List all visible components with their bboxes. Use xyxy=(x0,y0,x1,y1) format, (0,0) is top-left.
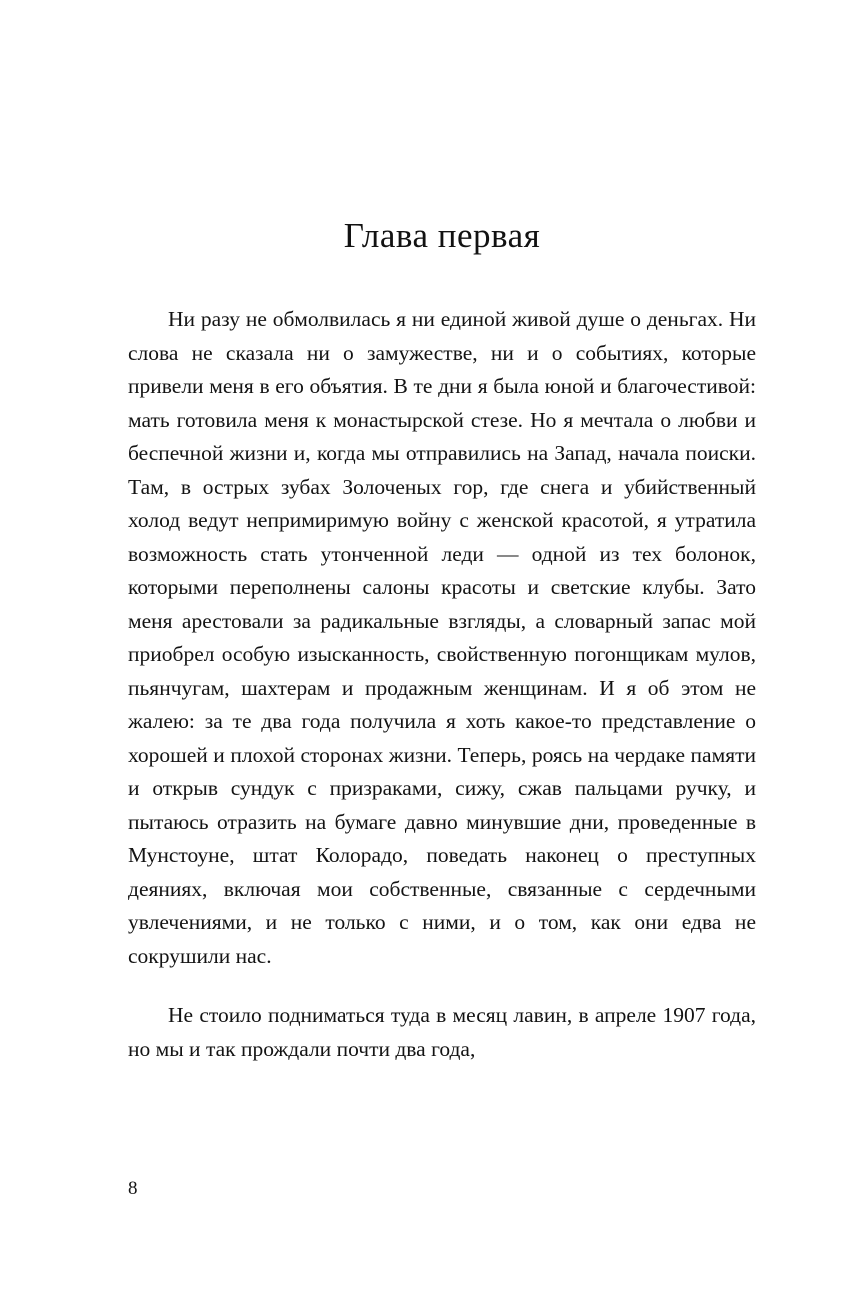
body-paragraph: Не стоило подниматься туда в месяц лавин, в апреле 1907 года, но мы и так прождали почти два года, xyxy=(128,1003,756,1061)
page-number: 8 xyxy=(128,1178,138,1199)
page-content xyxy=(128,215,756,1066)
chapter-title: Глава первая xyxy=(343,216,541,255)
body-paragraph: Ни разу не обмолвилась я ни единой живой душе о деньгах. Ни слова не сказала ни о замужестве, ни и о событиях, которые привели меня в его объятия. В те дни я была юной и благочестивой: мать готовила меня к монастырской стезе. Но я мечтала о любви и беспечной жизни и, когда мы отправились на Запад, начала поиски. Там, в острых зубах Золоченых гор, где снега и убийственный холод ведут непримиримую войну с женской красотой, я утратила возможность стать утонченной леди — одной из тех болонок, которыми переполнены салоны красоты и светские клубы. Зато меня арестовали за радикальные взгляды, а словарный запас мой приобрел особую изысканность, свойственную погонщикам мулов, пьянчугам, шахтерам и продажным женщинам. И я об этом не жалею: за те два года получила я хоть какое-то представление о хорошей и плохой сторонах жизни. Теперь, роясь на чердаке памяти и открыв сундук с призраками, сижу, сжав пальцами ручку, и пытаюсь отразить на бумаге давно минувшие дни, проведенные в Мунстоуне, штат Колорадо, поведать наконец о преступных деяниях, включая мои собственные, связанные с сердечными увлечениями, и не только с ними, и о том, как они едва не сокрушили нас. xyxy=(128,307,756,968)
